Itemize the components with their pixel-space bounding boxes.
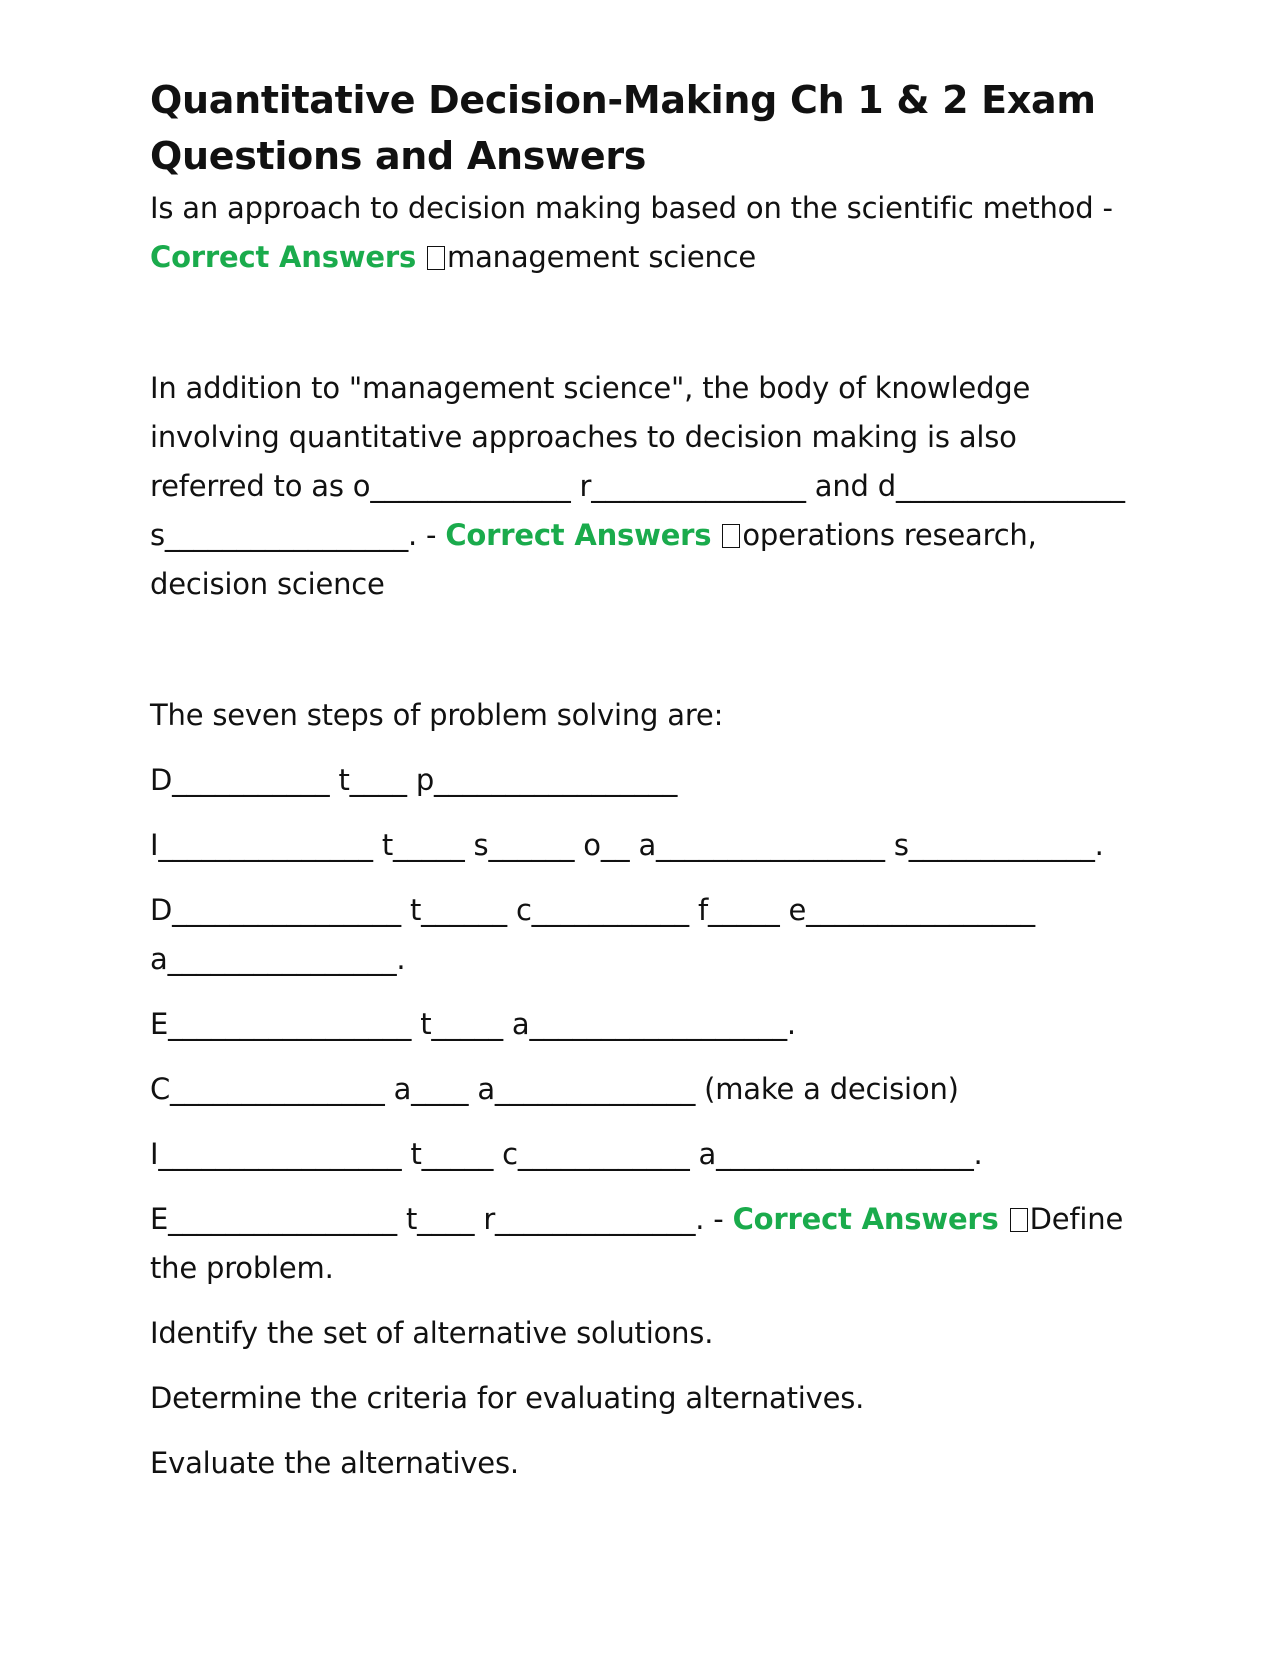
correct-answers-label: Correct Answers <box>150 240 417 274</box>
step-line: E_________________ t_____ a__________________. <box>150 1007 796 1041</box>
missing-glyph-icon <box>722 524 740 548</box>
document-title: Quantitative Decision-Making Ch 1 & 2 Exam Questions and Answers <box>150 78 1096 178</box>
missing-glyph-icon <box>1010 1208 1028 1232</box>
step-line: E________________ t____ r______________. <box>150 1202 705 1236</box>
step-line: I_________________ t_____ c____________ a__________________. <box>150 1137 983 1171</box>
question-1-answer: management science <box>447 240 757 274</box>
correct-answers-label: Correct Answers <box>732 1202 999 1236</box>
question-3-answer-start: Define the problem. <box>150 1202 1124 1285</box>
answer-line: Identify the set of alternative solutions. <box>150 1316 714 1350</box>
question-2-answer: operations research, decision science <box>150 518 1037 601</box>
answer-line: Determine the criteria for evaluating alternatives. <box>150 1381 865 1415</box>
question-1: Is an approach to decision making based on the scientific method - Correct Answers management science <box>150 191 1113 274</box>
question-2: In addition to "management science", the body of knowledge involving quantitative approaches to decision making is also referred to as o______________ r_______________ and d________________ s_________________. - Correct Answers operations research, decision science <box>150 371 1125 601</box>
answer-line: Evaluate the alternatives. <box>150 1446 519 1480</box>
step-line: D___________ t____ p_________________ <box>150 763 678 797</box>
missing-glyph-icon <box>427 246 445 270</box>
correct-answers-label: Correct Answers <box>445 518 712 552</box>
question-3-intro: The seven steps of problem solving are: <box>150 698 724 732</box>
step-line: I_______________ t_____ s______ o__ a________________ s_____________. <box>150 828 1104 862</box>
step-line-with-answer: E________________ t____ r______________. - Correct Answers Define the problem. <box>150 1202 1124 1285</box>
step-line: D________________ t______ c___________ f_____ e________________ a________________. <box>150 893 1035 976</box>
step-line: C_______________ a____ a______________ (make a decision) <box>150 1072 959 1106</box>
question-2-text: In addition to "management science", the body of knowledge involving quantitative approaches to decision making is also referred to as o______________ r_______________ and d________________ s_________________. <box>150 371 1125 552</box>
document-page <box>150 72 1130 1488</box>
question-1-text: Is an approach to decision making based on the scientific method <box>150 191 1094 225</box>
